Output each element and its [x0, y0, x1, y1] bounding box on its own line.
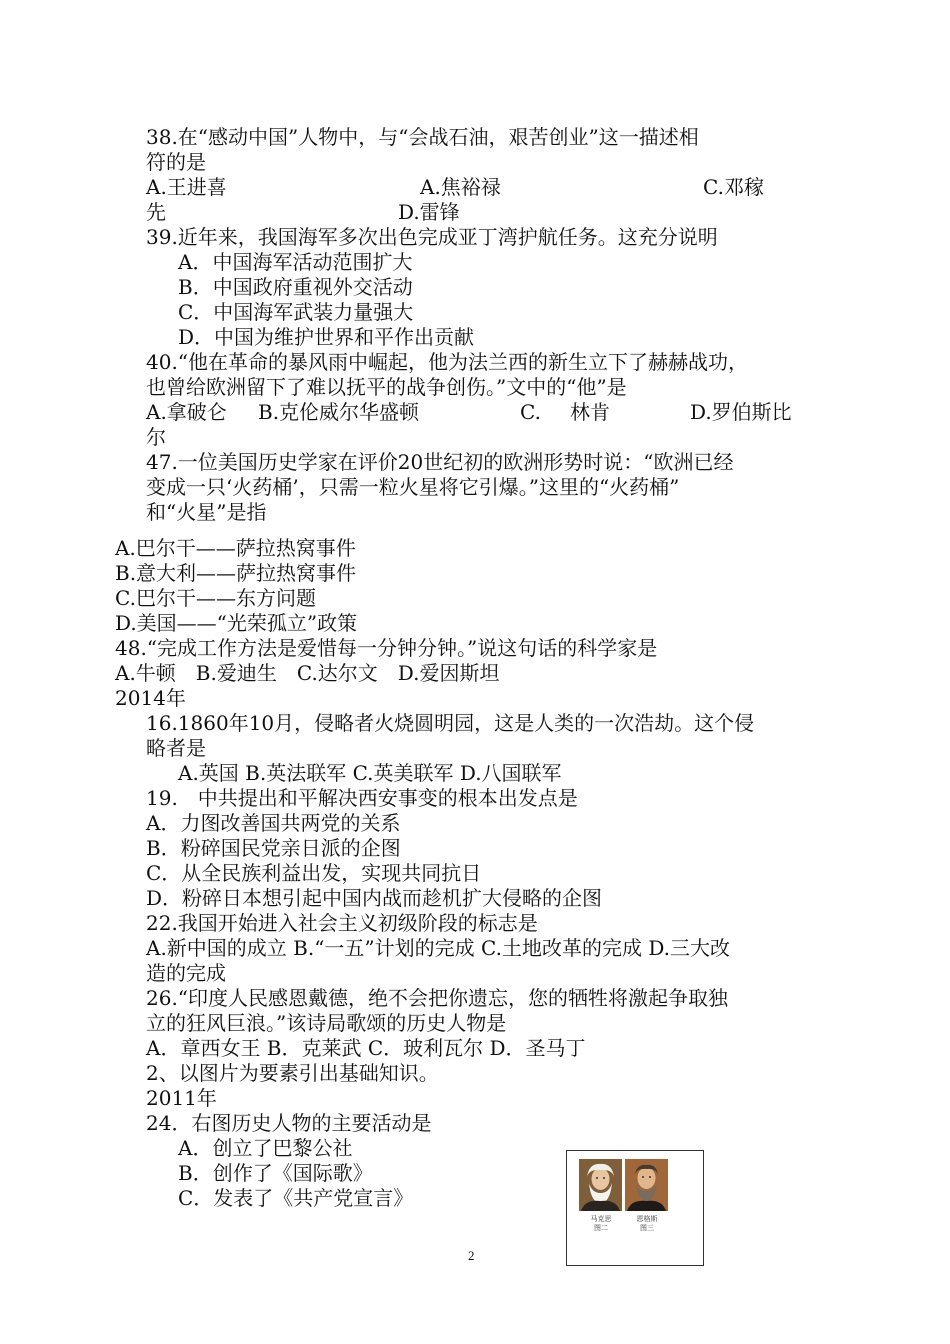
marx-figure-label: 图二 — [594, 1224, 608, 1232]
q48-options: A.牛顿 B.爱迪生 C.达尔文 D.爱因斯坦 — [115, 661, 500, 685]
q26-stem-1: 26.“印度人民感恩戴德，绝不会把你遗忘，您的牺牲将激起争取独 — [146, 986, 729, 1010]
q40-option-d: D.罗伯斯比 — [690, 400, 792, 424]
q47-option-a: A.巴尔干——萨拉热窝事件 — [115, 536, 356, 560]
q24-option-a: A．创立了巴黎公社 — [178, 1136, 353, 1160]
q26-stem-2: 立的狂风巨浪。”该诗局歌颂的历史人物是 — [146, 1011, 507, 1035]
q16-stem-1: 16.1860年10月，侵略者火烧圆明园，这是人类的一次浩劫。这个侵 — [146, 711, 755, 735]
engels-caption — [625, 1215, 669, 1233]
q38-option-c-cont: 先 — [146, 200, 166, 224]
q22-options-2: 造的完成 — [146, 961, 226, 985]
q47-stem-3: 和“火星”是指 — [146, 500, 267, 524]
marx-caption — [579, 1215, 623, 1233]
year-2011-heading: 2011年 — [146, 1086, 217, 1110]
q19-option-a: A．力图改善国共两党的关系 — [146, 811, 401, 835]
q38-option-d: D.雷锋 — [398, 200, 460, 224]
engels-name: 恩格斯 — [636, 1215, 658, 1223]
q22-options-1: A.新中国的成立 B.“一五”计划的完成 C.土地改革的完成 D.三大改 — [146, 936, 731, 960]
q40-stem-2: 也曾给欧洲留下了难以抚平的战争创伤。”文中的“他”是 — [146, 375, 627, 399]
engels-figure-label: 图三 — [640, 1224, 654, 1232]
q24-option-b: B．创作了《国际歌》 — [178, 1161, 373, 1185]
q19-option-c: C．从全民族利益出发，实现共同抗日 — [146, 861, 482, 885]
q39-stem: 39.近年来，我国海军多次出色完成亚丁湾护航任务。这充分说明 — [146, 225, 718, 249]
q40-option-b: B.克伦威尔华盛顿 — [258, 400, 420, 424]
q38-stem-1: 38.在“感动中国”人物中，与“会战石油，艰苦创业”这一描述相 — [146, 125, 699, 149]
q24-stem: 24．右图历史人物的主要活动是 — [146, 1111, 432, 1135]
section-2-heading: 2、以图片为要素引出基础知识。 — [146, 1061, 439, 1085]
q26-options: A．章西女王 B．克莱武 C．玻利瓦尔 D．圣马丁 — [146, 1036, 586, 1060]
q39-option-d: D．中国为维护世界和平作出贡献 — [178, 325, 475, 349]
year-2014-heading: 2014年 — [115, 686, 186, 710]
page-number: 2 — [468, 1248, 475, 1263]
q38-option-a: A.王进喜 — [146, 175, 227, 199]
q40-option-a: A.拿破仑 — [146, 400, 227, 424]
q19-option-b: B．粉碎国民党亲日派的企图 — [146, 836, 401, 860]
q24-option-c: C．发表了《共产党宣言》 — [178, 1186, 414, 1210]
q16-stem-2: 略者是 — [146, 736, 206, 760]
engels-portrait — [625, 1159, 668, 1211]
q38-option-a2: A.焦裕禄 — [420, 175, 501, 199]
q22-stem: 22.我国开始进入社会主义初级阶段的标志是 — [146, 911, 538, 935]
q39-option-a: A．中国海军活动范围扩大 — [178, 250, 413, 274]
q40-option-c: C. — [520, 400, 541, 424]
q16-options: A.英国 B.英法联军 C.英美联军 D.八国联军 — [178, 761, 562, 785]
q40-stem-1: 40.“他在革命的暴风雨中崛起，他为法兰西的新生立下了赫赫战功， — [146, 350, 749, 374]
q39-option-c: C．中国海军武装力量强大 — [178, 300, 414, 324]
q47-option-c: C.巴尔干——东方问题 — [115, 586, 316, 610]
q38-stem-2: 符的是 — [146, 150, 206, 174]
q47-stem-2: 变成一只‘火药桶’，只需一粒火星将它引爆。”这里的“火药桶” — [146, 475, 680, 499]
q40-option-d-cont: 尔 — [146, 425, 166, 449]
q47-option-d: D.美国——“光荣孤立”政策 — [115, 611, 358, 635]
q39-option-b: B．中国政府重视外交活动 — [178, 275, 413, 299]
marx-name: 马克思 — [590, 1215, 612, 1223]
q47-option-b: B.意大利——萨拉热窝事件 — [115, 561, 357, 585]
q40-option-c-text: 林肯 — [570, 400, 610, 424]
portraits-figure — [566, 1150, 704, 1266]
q48-stem: 48.“完成工作方法是爱惜每一分钟分钟。”说这句话的科学家是 — [115, 636, 658, 660]
q38-option-c: C.邓稼 — [703, 175, 764, 199]
q19-stem: 19. 中共提出和平解决西安事变的根本出发点是 — [146, 786, 578, 810]
q19-option-d: D．粉碎日本想引起中国内战而趁机扩大侵略的企图 — [146, 886, 603, 910]
marx-portrait — [579, 1159, 622, 1211]
q47-stem-1: 47.一位美国历史学家在评价20世纪初的欧洲形势时说：“欧洲已经 — [146, 450, 734, 474]
